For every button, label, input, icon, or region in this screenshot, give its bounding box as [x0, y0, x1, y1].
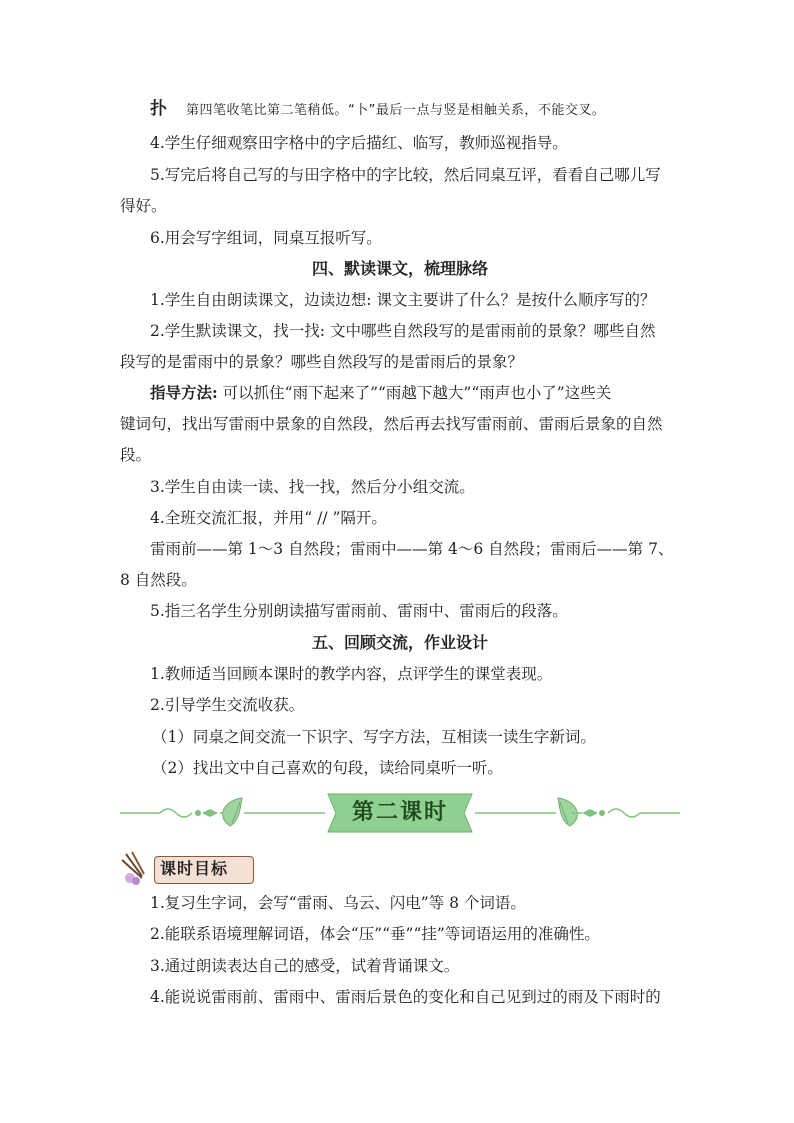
s5-line-3: （1）同桌之间交流一下识字、写字方法，互相读一读生字新词。 [152, 728, 596, 746]
goal-1: 1.复习生字词，会写“雷雨、乌云、闪电”等 8 个词语。 [150, 894, 526, 912]
s4-line-5a: 雷雨前——第 1～3 自然段；雷雨中——第 4～6 自然段；雷雨后——第 7、 [150, 540, 674, 558]
s4-method-c: 段。 [120, 446, 152, 464]
char-example: 扑 [150, 99, 167, 119]
method-text: 可以抓住“雨下起来了”“雨越下越大”“雨声也小了”这些关 [217, 384, 612, 402]
s4-line-3: 3.学生自由读一读、找一找，然后分小组交流。 [150, 478, 475, 496]
char-note: 第四笔收笔比第二笔稍低。“卜”最后一点与竖是相触关系，不能交叉。 [185, 103, 606, 118]
s4-line-2b: 段写的是雷雨中的景象？哪些自然段写的是雷雨后的景象？ [120, 353, 524, 371]
s4-line-5b: 8 自然段。 [120, 571, 197, 589]
lesson-goal-badge [120, 850, 256, 886]
lesson-banner [120, 788, 680, 838]
step-4: 4.学生仔细观察田字格中的字后描红、临写，教师巡视指导。 [150, 134, 568, 152]
s4-line-2a: 2.学生默读课文，找一找: 文中哪些自然段写的是雷雨前的景象？哪些自然 [150, 322, 656, 340]
s4-line-6: 5.指三名学生分别朗读描写雷雨前、雷雨中、雷雨后的段落。 [150, 602, 568, 620]
s5-line-2: 2.引导学生交流收获。 [150, 696, 305, 714]
s5-line-4: （2）找出文中自己喜欢的句段，读给同桌听一听。 [152, 759, 503, 777]
s4-method-b: 键词句，找出写雷雨中景象的自然段，然后再去找写雷雨前、雷雨后景象的自然 [120, 415, 663, 433]
badge-label: 课时目标 [160, 859, 229, 878]
s5-line-1: 1.教师适当回顾本课时的教学内容，点评学生的课堂表现。 [150, 665, 553, 683]
s4-line-1: 1.学生自由朗读课文，边读边想: 课文主要讲了什么？是按什么顺序写的？ [150, 291, 656, 309]
method-label: 指导方法: [150, 383, 218, 402]
step-5: 5.写完后将自己写的与田字格中的字比较，然后同桌互评，看看自己哪儿写 [150, 166, 661, 184]
goal-4: 4.能说说雷雨前、雷雨中、雷雨后景色的变化和自己见到过的雨及下雨时的 [150, 988, 661, 1006]
banner-title: 第二课时 [351, 800, 448, 825]
goal-3: 3.通过朗读表达自己的感受，试着背诵课文。 [150, 957, 460, 975]
step-6: 6.用会写字组词，同桌互报听写。 [150, 229, 382, 247]
section-5-heading: 五、回顾交流，作业设计 [311, 633, 488, 652]
step-5-cont: 得好。 [120, 197, 167, 215]
s4-line-4: 4.全班交流汇报，并用“ // ”隔开。 [150, 509, 387, 527]
char-note-line [150, 98, 710, 122]
goal-2: 2.能联系语境理解词语，体会“压”“垂”“挂”等词语运用的准确性。 [150, 925, 600, 943]
s4-method [150, 382, 710, 404]
section-4-heading: 四、默读课文，梳理脉络 [311, 259, 488, 278]
